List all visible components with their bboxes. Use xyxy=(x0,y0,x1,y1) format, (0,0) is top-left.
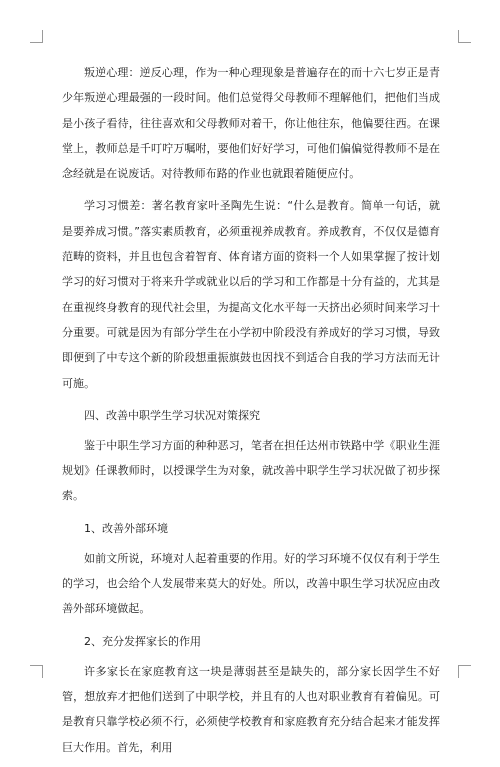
paragraph-external-environment: 如前文所说，环境对人起着重要的作用。好的学习环境不仅仅有利于学生的学习，也会给个人发展带来莫大的好处。所以，改善中职生学习状况应由改善外部环境做起。 xyxy=(62,551,440,616)
subheading-2: 2、充分发挥家长的作用 xyxy=(84,634,201,648)
paragraph-exploration-intro: 鉴于中职生学习方面的种种恶习，笔者在担任达州市铁路中学《职业生涯规划》任课教师时，以授课学生为对象，就改善中职学生学习状况做了初步探索。 xyxy=(62,438,440,503)
paragraph-poor-study-habits: 学习习惯差：著名教育家叶圣陶先生说：“什么是教育。简单一句话，就是要养成习惯。”落实素质教育，必须重视养成教育。养成教育，不仅仅是德育范畴的资料，并且也包含着智育、体育诸方面的资料一个人如果掌握了按计划学习的好习惯对于将来升学或就业以后的学习和工作都是十分有益的，尤其是在重视终身教育的现代社会里，为提高文化水平每一天挤出必须时间来学习十分重要。可就是因为有部分学生在小学初中阶段没有养成好的学习习惯，导致即便到了中专这个新的阶段想重振旗鼓也因找不到适合自我的学习方法而无计可施。 xyxy=(62,199,440,390)
crop-mark-bottom-right xyxy=(458,665,471,678)
subheading-1: 1、改善外部环境 xyxy=(84,521,168,535)
crop-mark-bottom-left xyxy=(30,665,43,678)
crop-mark-top-left xyxy=(30,30,43,43)
document-body xyxy=(62,60,440,767)
paragraph-parents-role: 许多家长在家庭教育这一块是薄弱甚至是缺失的，部分家长因学生不好管，想放弃才把他们送到了中职学校，并且有的人也对职业教育有着偏见。可是教育只靠学校必须不行，必须使学校教育和家庭教育充分结合起来才能发挥巨大作用。首先，利用 xyxy=(62,664,440,754)
paragraph-rebellious-psychology: 叛逆心理：逆反心理，作为一种心理现象是普遍存在的而十六七岁正是青少年叛逆心理最强的一段时间。他们总觉得父母教师不理解他们，把他们当成是小孩子看待，往往喜欢和父母教师对着干，你让他往东，他偏要往西。在课堂上，教师总是千叮咛万嘱咐，要他们好好学习，可他们偏偏觉得教师不是在念经就是在说废话。对待教师布路的作业也就跟着随便应付。 xyxy=(62,66,440,181)
crop-mark-top-right xyxy=(458,30,471,43)
section-heading-4: 四、改善中职学生学习状况对策探究 xyxy=(84,408,260,422)
